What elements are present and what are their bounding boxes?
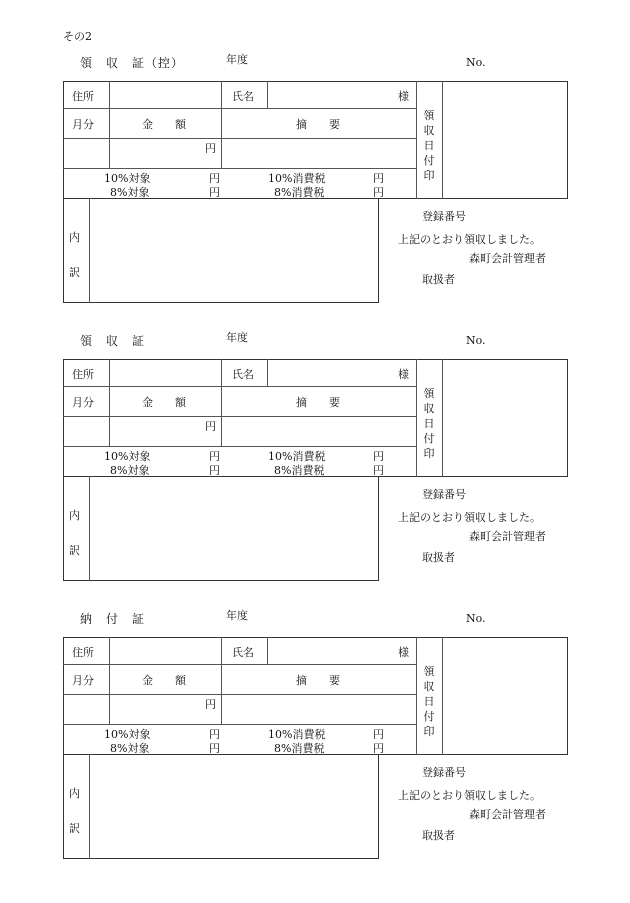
tax10-label: 10%消費税: [268, 728, 326, 741]
address-label: 住所: [72, 90, 94, 103]
handler-label: 取扱者: [422, 829, 455, 842]
registration-number-label: 登録番号: [422, 766, 466, 779]
tax10-label: 10%消費税: [268, 450, 326, 463]
taxable8-label: 8%対象: [110, 464, 150, 477]
address-field[interactable]: [110, 360, 220, 386]
amount-header: 金 額: [142, 396, 186, 409]
month-field[interactable]: [64, 695, 108, 723]
summary-field[interactable]: [222, 417, 415, 445]
name-field[interactable]: [268, 82, 414, 108]
accounting-manager-label: 森町会計管理者: [469, 530, 546, 543]
breakdown-field[interactable]: [90, 755, 378, 858]
tax8-yen: 円: [373, 186, 384, 199]
year-label: 年度: [226, 53, 248, 66]
tax8-yen: 円: [373, 742, 384, 755]
taxable10-label: 10%対象: [104, 450, 151, 463]
year-label: 年度: [226, 331, 248, 344]
breakdown-label-1: 内: [69, 787, 80, 800]
handler-label: 取扱者: [422, 273, 455, 286]
address-label: 住所: [72, 646, 94, 659]
amount-header: 金 額: [142, 674, 186, 687]
tax10-yen: 円: [373, 172, 384, 185]
address-field[interactable]: [110, 82, 220, 108]
breakdown-label-2: 訳: [69, 544, 80, 557]
accounting-manager-label: 森町会計管理者: [469, 808, 546, 821]
breakdown-label-2: 訳: [69, 266, 80, 279]
number-label: No.: [466, 612, 486, 625]
honorific-label: 様: [398, 90, 409, 103]
receipt-date-stamp-label: 領収日付印: [423, 665, 435, 738]
taxable10-yen: 円: [209, 728, 220, 741]
amount-field[interactable]: [110, 417, 220, 445]
amount-yen: 円: [205, 698, 216, 711]
tax8-yen: 円: [373, 464, 384, 477]
honorific-label: 様: [398, 646, 409, 659]
number-label: No.: [466, 334, 486, 347]
summary-header: 摘 要: [296, 674, 340, 687]
tax10-yen: 円: [373, 728, 384, 741]
number-label: No.: [466, 56, 486, 69]
name-label: 氏名: [232, 90, 254, 103]
month-field[interactable]: [64, 417, 108, 445]
amount-field[interactable]: [110, 695, 220, 723]
breakdown-label-1: 内: [69, 231, 80, 244]
tax8-label: 8%消費税: [274, 186, 325, 199]
registration-number-label: 登録番号: [422, 210, 466, 223]
receipt-date-stamp-area[interactable]: [443, 638, 567, 754]
taxable10-yen: 円: [209, 450, 220, 463]
month-label: 月分: [72, 118, 94, 131]
accounting-manager-label: 森町会計管理者: [469, 252, 546, 265]
name-label: 氏名: [232, 368, 254, 381]
breakdown-label-2: 訳: [69, 822, 80, 835]
taxable8-yen: 円: [209, 464, 220, 477]
page-label: その2: [63, 30, 92, 43]
received-message: 上記のとおり領収しました。: [398, 233, 541, 246]
tax8-label: 8%消費税: [274, 742, 325, 755]
receipt-section-2: [0, 278, 630, 564]
taxable10-label: 10%対象: [104, 172, 151, 185]
receipt-section-1: [0, 0, 630, 286]
amount-yen: 円: [205, 142, 216, 155]
breakdown-label-1: 内: [69, 509, 80, 522]
month-field[interactable]: [64, 139, 108, 167]
receipt-date-stamp-area[interactable]: [443, 360, 567, 476]
month-label: 月分: [72, 396, 94, 409]
receipt-date-stamp-area[interactable]: [443, 82, 567, 198]
receipt-section-3: [0, 556, 630, 842]
amount-yen: 円: [205, 420, 216, 433]
taxable10-yen: 円: [209, 172, 220, 185]
taxable8-label: 8%対象: [110, 742, 150, 755]
name-field[interactable]: [268, 360, 414, 386]
year-label: 年度: [226, 609, 248, 622]
received-message: 上記のとおり領収しました。: [398, 789, 541, 802]
taxable8-label: 8%対象: [110, 186, 150, 199]
honorific-label: 様: [398, 368, 409, 381]
taxable8-yen: 円: [209, 186, 220, 199]
handler-label: 取扱者: [422, 551, 455, 564]
summary-field[interactable]: [222, 139, 415, 167]
address-label: 住所: [72, 368, 94, 381]
section-title: 領 収 証（控）: [80, 56, 185, 70]
name-label: 氏名: [232, 646, 254, 659]
section-title: 納 付 証: [80, 612, 146, 626]
summary-header: 摘 要: [296, 118, 340, 131]
taxable8-yen: 円: [209, 742, 220, 755]
registration-number-label: 登録番号: [422, 488, 466, 501]
taxable10-label: 10%対象: [104, 728, 151, 741]
tax10-yen: 円: [373, 450, 384, 463]
tax8-label: 8%消費税: [274, 464, 325, 477]
amount-field[interactable]: [110, 139, 220, 167]
name-field[interactable]: [268, 638, 414, 664]
tax10-label: 10%消費税: [268, 172, 326, 185]
receipt-date-stamp-label: 領収日付印: [423, 109, 435, 182]
month-label: 月分: [72, 674, 94, 687]
section-title: 領 収 証: [80, 334, 146, 348]
receipt-date-stamp-label: 領収日付印: [423, 387, 435, 460]
received-message: 上記のとおり領収しました。: [398, 511, 541, 524]
summary-field[interactable]: [222, 695, 415, 723]
address-field[interactable]: [110, 638, 220, 664]
summary-header: 摘 要: [296, 396, 340, 409]
amount-header: 金 額: [142, 118, 186, 131]
